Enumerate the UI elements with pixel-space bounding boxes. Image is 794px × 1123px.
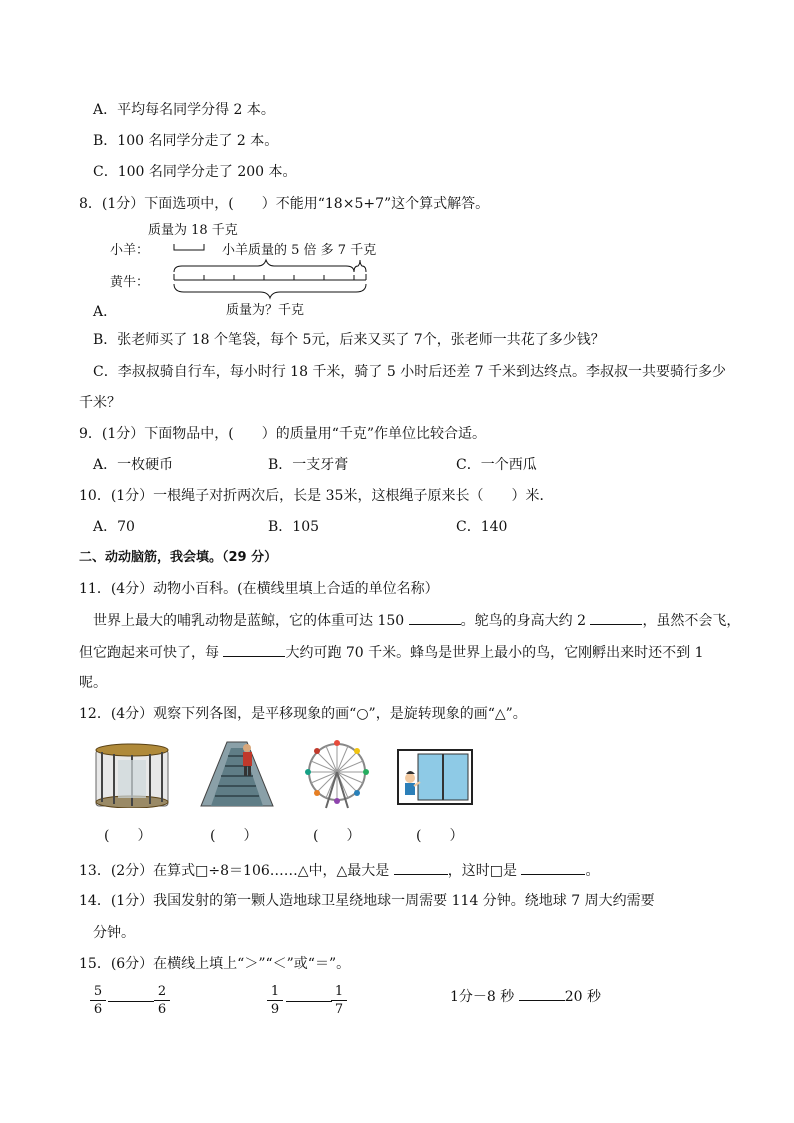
q8-upper-brace bbox=[174, 260, 354, 272]
q10-stem: 10．(1分）一根绳子对折两次后，长是 35米，这根绳子原来长（ ）米． bbox=[79, 488, 554, 504]
numerator: 1 bbox=[270, 984, 280, 999]
q15-stem: 15．(6分）在横线上填上“＞”“＜”或“＝”。 bbox=[79, 956, 351, 972]
escalator-image bbox=[197, 738, 277, 808]
q10-option-c: C．140 bbox=[456, 519, 508, 535]
q7-option-b: B．100 名同学分走了 2 本。 bbox=[93, 133, 279, 149]
q13-blank-1[interactable] bbox=[394, 860, 448, 875]
numerator: 5 bbox=[93, 984, 103, 999]
q12-stem: 12．(4分）观察下列各图，是平移现象的画“○”，是旋转现象的画“△”。 bbox=[79, 706, 527, 722]
q8-ox-ticks bbox=[174, 274, 366, 280]
q8-lower-brace bbox=[174, 284, 366, 298]
q8-small-brace bbox=[354, 260, 366, 272]
q10-option-b: B．105 bbox=[268, 519, 320, 535]
q7-option-c: C．100 名同学分走了 200 本。 bbox=[93, 164, 297, 180]
q8-option-c-line1: C．李叔叔骑自行车，每小时行 18 千米，骑了 5 小时后还差 7 千米到达终点。李叔叔一共要骑行多少 bbox=[93, 364, 727, 380]
q11-text-1c: ，虽然不会飞， bbox=[642, 613, 741, 629]
q15-fraction-2-left bbox=[267, 984, 283, 1017]
revolving-door-image bbox=[92, 740, 172, 808]
q15-blank-2[interactable] bbox=[286, 1001, 332, 1002]
q14-line2: 分钟。 bbox=[93, 925, 135, 941]
q8-label-bottom: 质量为？千克 bbox=[226, 303, 305, 318]
q9-option-c: C．一个西瓜 bbox=[456, 457, 537, 473]
q11-blank-1[interactable] bbox=[409, 610, 461, 625]
numerator: 1 bbox=[334, 984, 344, 999]
denominator: 9 bbox=[270, 1002, 280, 1017]
q15-blank-3[interactable] bbox=[519, 986, 565, 1001]
q12-answer-4[interactable]: ( ） bbox=[416, 828, 464, 844]
numerator: 2 bbox=[157, 984, 167, 999]
q14-line1: 14．(1分）我国发射的第一颗人造地球卫星绕地球一周需要 114 分钟。绕地球 7 周大约需要 bbox=[79, 893, 655, 909]
q11-text-2a: 但它跑起来可快了，每 bbox=[79, 645, 219, 661]
q8-option-b: B．张老师买了 18 个笔袋，每个 5元，后来又买了 7个，张老师一共花了多少钱？ bbox=[93, 332, 605, 348]
q11-text-2b: 大约可跑 70 千米。蜂鸟是世界上最小的鸟，它刚孵出来时还不到 1 bbox=[285, 645, 704, 661]
q11-line3: 呢。 bbox=[79, 675, 107, 691]
q9-option-a: A．一枚硬币 bbox=[93, 457, 174, 473]
sliding-window-image bbox=[396, 748, 474, 806]
denominator: 6 bbox=[93, 1002, 103, 1017]
q12-answer-2[interactable]: ( ） bbox=[210, 828, 258, 844]
q8-line-diagram bbox=[108, 214, 408, 324]
q15-fraction-1-right bbox=[154, 984, 170, 1017]
q10-option-a: A．70 bbox=[93, 519, 135, 535]
q8-stem: 8．(1分）下面选项中，( ）不能用“18×5+7”这个算式解答。 bbox=[79, 196, 490, 212]
q13-line bbox=[79, 860, 599, 881]
q15-fraction-1-left bbox=[90, 984, 106, 1017]
q11-line1 bbox=[93, 610, 740, 631]
q13-text-b: ，这时□是 bbox=[447, 863, 517, 879]
q8-option-c-line2: 千米？ bbox=[79, 395, 121, 411]
denominator: 7 bbox=[334, 1002, 344, 1017]
q11-line2 bbox=[79, 642, 704, 663]
q15-time-left: 1分－8 秒 bbox=[450, 989, 515, 1005]
q15-time-right: 20 秒 bbox=[564, 989, 601, 1005]
q13-blank-2[interactable] bbox=[521, 860, 585, 875]
q15-blank-1[interactable] bbox=[108, 1001, 154, 1002]
q8-sheep-segment bbox=[174, 244, 204, 250]
q8-label-mid: 小羊质量的 5 倍 多 7 千克 bbox=[222, 243, 377, 258]
q9-stem: 9．(1分）下面物品中，( ）的质量用“千克”作单位比较合适。 bbox=[79, 426, 487, 442]
q8-option-a: A． bbox=[93, 304, 118, 320]
q13-text-a: 13．(2分）在算式□÷8＝106……△中，△最大是 bbox=[79, 863, 390, 879]
q12-answer-1[interactable]: ( ） bbox=[104, 828, 152, 844]
q8-label-sheep: 小羊： bbox=[110, 243, 150, 258]
q8-label-top: 质量为 18 千克 bbox=[148, 223, 238, 238]
q15-time-compare bbox=[450, 986, 601, 1007]
q11-text-1a: 世界上最大的哺乳动物是蓝鲸，它的体重可达 150 bbox=[93, 613, 405, 629]
q13-text-c: 。 bbox=[585, 863, 600, 879]
q9-option-b: B．一支牙膏 bbox=[268, 457, 349, 473]
q8-label-ox: 黄牛： bbox=[110, 275, 150, 290]
q11-text-1b: 。鸵鸟的身高大约 2 bbox=[460, 613, 586, 629]
q15-fraction-2-right bbox=[331, 984, 347, 1017]
q11-blank-3[interactable] bbox=[223, 642, 285, 657]
q7-option-a: A．平均每名同学分得 2 本。 bbox=[93, 102, 275, 118]
denominator: 6 bbox=[157, 1002, 167, 1017]
ferris-wheel-image bbox=[302, 738, 372, 810]
q12-answer-3[interactable]: ( ） bbox=[313, 828, 361, 844]
section-2-title: 二、动动脑筋，我会填。（29 分） bbox=[79, 550, 278, 565]
q11-blank-2[interactable] bbox=[590, 610, 642, 625]
q11-stem: 11．(4分）动物小百科。(在横线里填上合适的单位名称） bbox=[79, 581, 439, 597]
